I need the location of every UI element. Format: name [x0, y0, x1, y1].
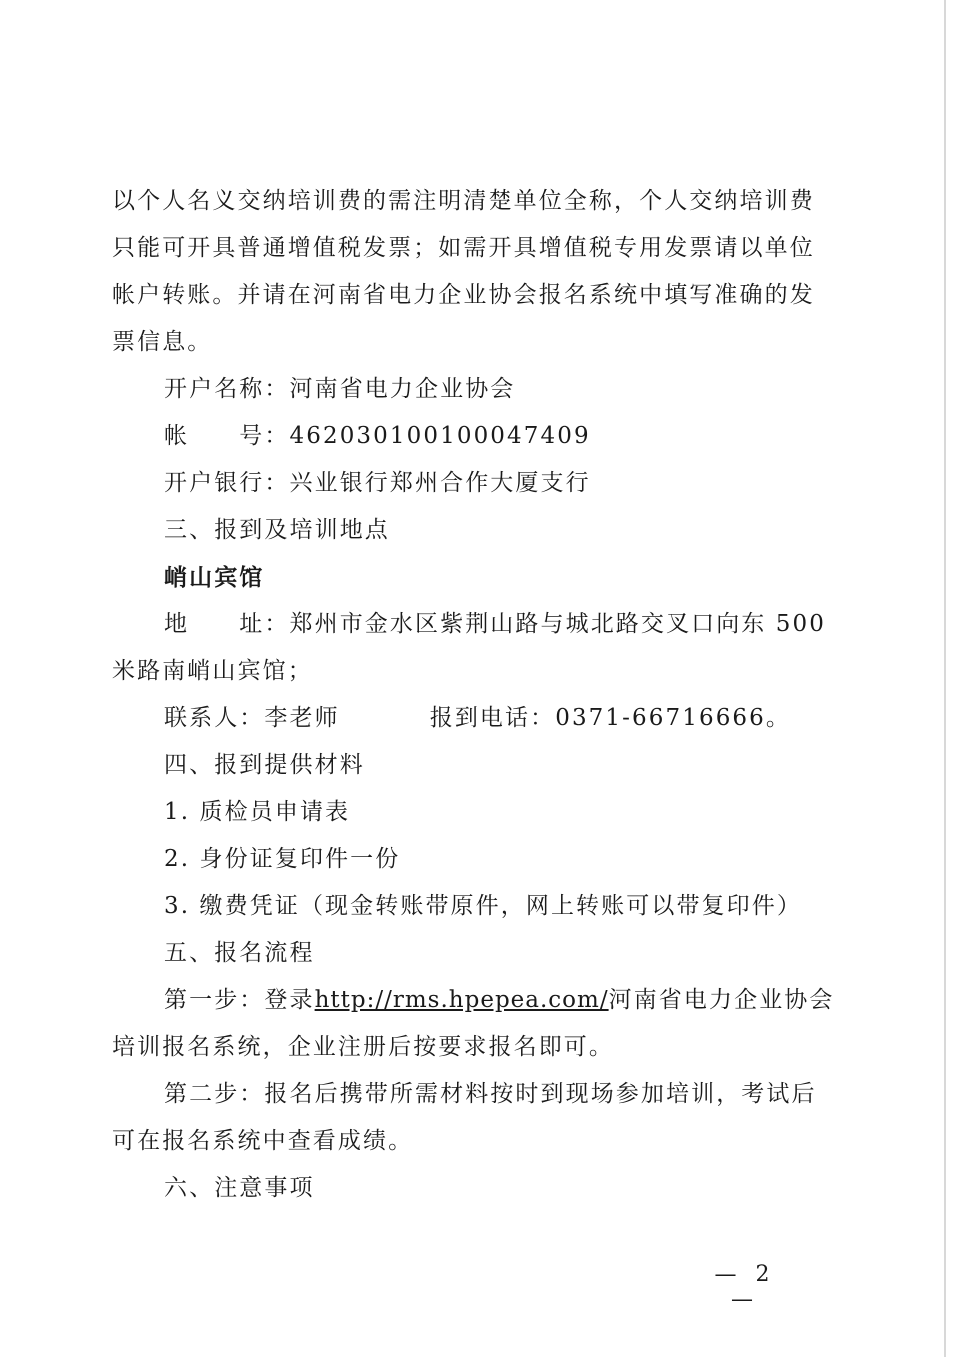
address-continuation: 米路南峭山宾馆； [112, 658, 313, 684]
account-number-label: 帐 号： [164, 423, 290, 449]
step-1-prefix: 第一步：登录 [164, 987, 315, 1013]
venue-name: 峭山宾馆 [164, 564, 265, 591]
contact-label: 联系人： [164, 705, 265, 731]
paragraph-line: 只能可开具普通增值税发票；如需开具增值税专用发票请以单位 [112, 235, 815, 261]
paragraph-line: 帐户转账。并请在河南省电力企业协会报名系统中填写准确的发 [112, 282, 815, 308]
account-name-label: 开户名称： [164, 376, 290, 402]
section-4-heading: 四、报到提供材料 [164, 752, 365, 778]
registration-link[interactable]: http://rms.hpepea.com/ [314, 987, 609, 1013]
page-number: — 2 — [714, 1262, 776, 1312]
paragraph-line: 以个人名义交纳培训费的需注明清楚单位全称，个人交纳培训费 [112, 188, 815, 214]
address-label: 地 址： [164, 611, 290, 637]
step-1-line [112, 977, 835, 1024]
section-5-heading: 五、报名流程 [164, 940, 315, 966]
section-3-heading: 三、报到及培训地点 [164, 517, 390, 543]
document-body [112, 178, 835, 1212]
account-number-value: 462030100100047409 [289, 423, 591, 449]
account-bank-value: 兴业银行郑州合作大厦支行 [289, 470, 591, 496]
phone-value: 0371-66716666。 [555, 705, 791, 731]
phone-label: 报到电话： [429, 705, 556, 731]
address-row [112, 601, 827, 648]
material-item: 1. 质检员申请表 [164, 799, 351, 825]
account-name-value: 河南省电力企业协会 [289, 376, 516, 402]
step-1-continuation: 培训报名系统，企业注册后按要求报名即可。 [112, 1034, 614, 1060]
paragraph-line: 票信息。 [112, 329, 213, 355]
material-item: 2. 身份证复印件一份 [164, 846, 401, 872]
account-bank-label: 开户银行： [164, 470, 290, 496]
account-number-row [112, 413, 820, 460]
account-name-row [112, 366, 820, 413]
contact-value: 李老师 [264, 705, 340, 731]
step-1-suffix: 河南省电力企业协会 [608, 987, 835, 1013]
section-6-heading: 六、注意事项 [164, 1175, 315, 1201]
scan-edge-line [944, 0, 946, 1357]
address-value: 郑州市金水区紫荆山路与城北路交叉口向东 500 [289, 611, 827, 637]
account-bank-row [112, 460, 820, 507]
step-2-continuation: 可在报名系统中查看成绩。 [112, 1128, 414, 1154]
material-item: 3. 缴费凭证（现金转账带原件，网上转账可以带复印件） [164, 893, 802, 919]
step-2-line: 第二步：报名后携带所需材料按时到现场参加培训，考试后 [164, 1081, 817, 1107]
contact-row [112, 695, 820, 742]
